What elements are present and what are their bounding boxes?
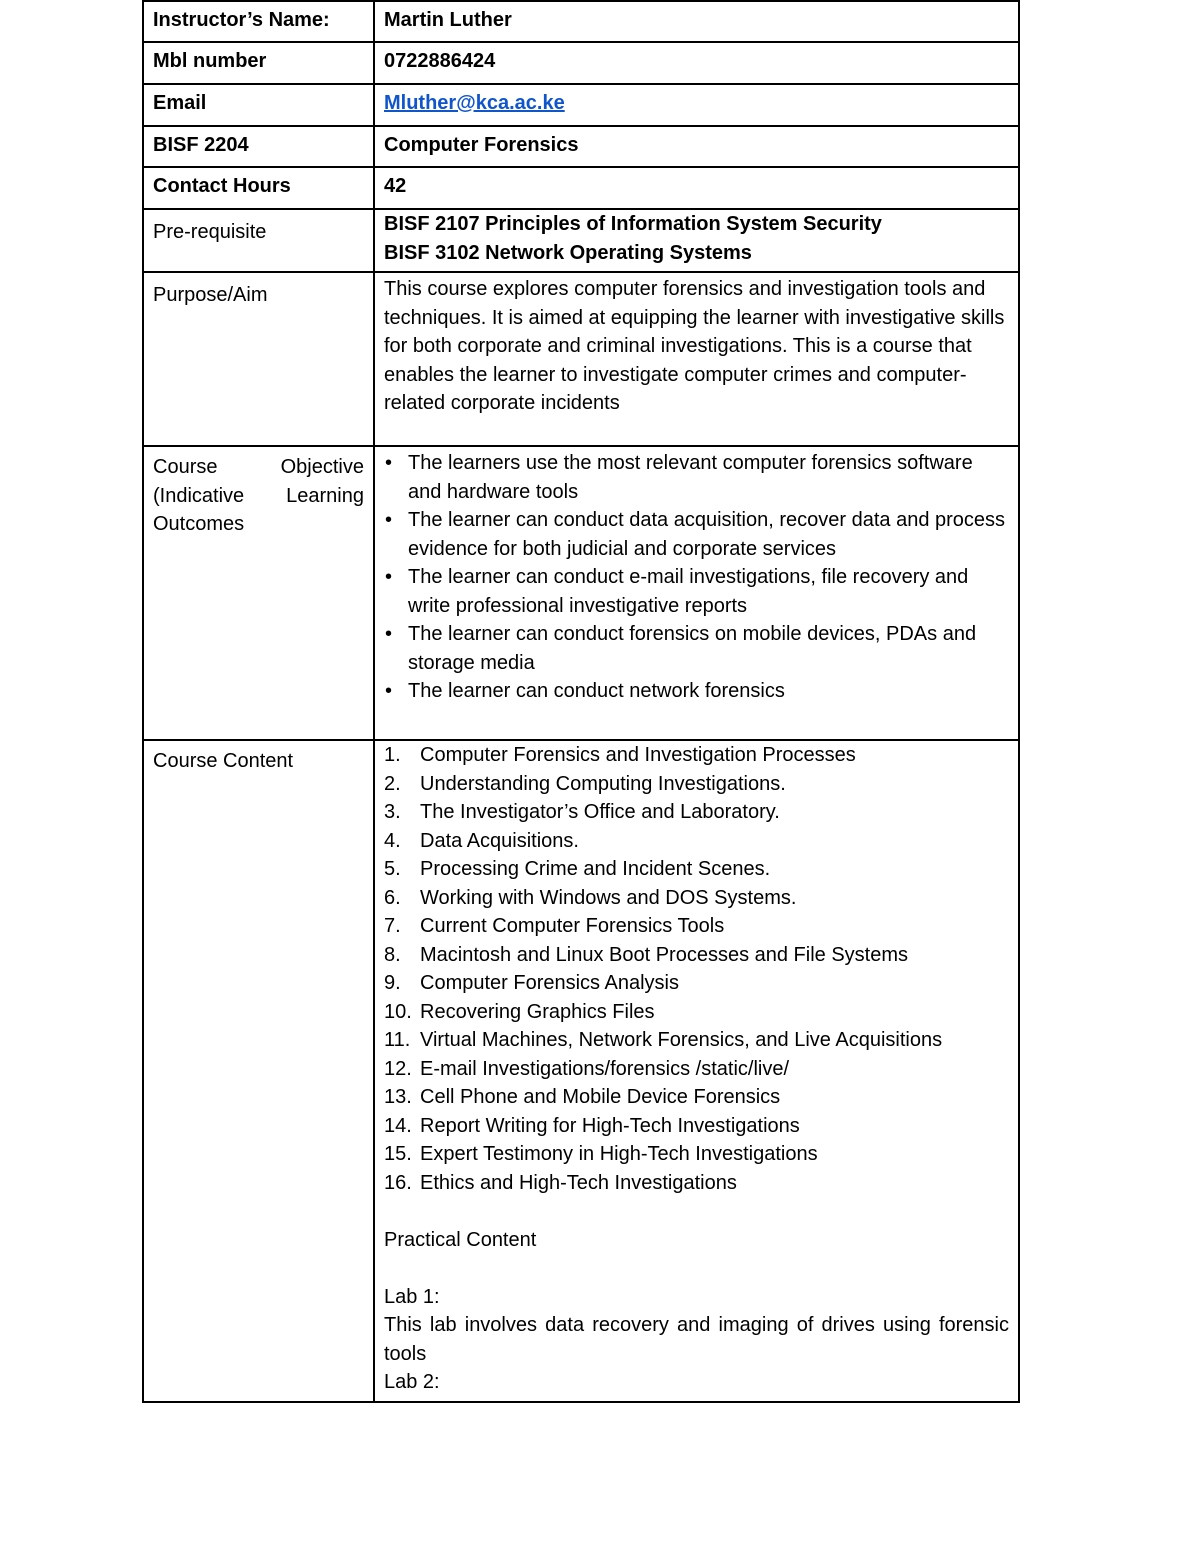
bullet-icon: •	[385, 566, 393, 588]
objectives-label-line: (Indicative Learning	[153, 484, 364, 507]
objectives-list-cell	[374, 446, 1019, 740]
table-row-purpose	[143, 272, 1019, 446]
topic-text: Ethics and High-Tech Investigations	[420, 1171, 737, 1194]
mobile-number: 0722886424	[374, 42, 1019, 84]
table-row-objectives	[143, 446, 1019, 740]
prerequisite-label: Pre-requisite	[143, 209, 374, 272]
list-item	[384, 770, 1009, 799]
list-item	[384, 969, 1009, 998]
topic-text: Computer Forensics and Investigation Processes	[420, 744, 856, 766]
purpose-text: This course explores computer forensics and investigation tools and techniques. It is aimed at equipping the learner with investigative skills for both corporate and criminal investigations. This is a course that enables the learner to investigate computer crimes and computer-related corporate incidents	[374, 272, 1019, 446]
prerequisite-item: BISF 3102 Network Operating Systems	[384, 241, 752, 264]
table-row-course	[143, 126, 1019, 167]
list-item	[384, 741, 1009, 770]
practical-content-heading: Practical Content	[384, 1228, 537, 1251]
email-label: Email	[143, 84, 374, 126]
topic-text: Working with Windows and DOS Systems.	[420, 886, 797, 909]
list-item	[384, 1169, 1009, 1198]
list-item	[384, 1112, 1009, 1141]
spacer	[384, 1197, 1009, 1226]
item-number: 8.	[384, 943, 401, 966]
course-content-cell	[374, 740, 1019, 1402]
topic-text: Expert Testimony in High-Tech Investigations	[420, 1143, 818, 1165]
spacer	[384, 1254, 1009, 1283]
course-code-label: BISF 2204	[143, 126, 374, 167]
lab-2-title: Lab 2:	[384, 1371, 440, 1393]
instructor-name: Martin Luther	[374, 1, 1019, 42]
lab-1-title: Lab 1:	[384, 1285, 440, 1308]
bullet-icon: •	[385, 680, 393, 702]
instructor-label: Instructor’s Name:	[143, 1, 374, 42]
item-number: 2.	[384, 772, 401, 795]
topic-text: Macintosh and Linux Boot Processes and File Systems	[420, 943, 909, 966]
list-item	[384, 998, 1009, 1027]
list-item	[384, 677, 1009, 706]
contact-hours-value: 42	[374, 167, 1019, 209]
list-item	[384, 1083, 1009, 1112]
item-number: 12.	[384, 1057, 412, 1080]
item-number: 13.	[384, 1086, 412, 1108]
topic-text: Recovering Graphics Files	[420, 1000, 655, 1023]
table-row-instructor	[143, 1, 1019, 42]
list-item	[384, 941, 1009, 970]
item-number: 3.	[384, 801, 401, 823]
item-number: 16.	[384, 1171, 412, 1194]
list-item	[384, 1055, 1009, 1084]
item-number: 6.	[384, 886, 401, 909]
list-item	[384, 884, 1009, 913]
objective-text: The learner can conduct e-mail investigations, file recovery and write professional investigative reports	[408, 566, 969, 617]
topic-text: Current Computer Forensics Tools	[420, 915, 725, 937]
table-row-email	[143, 84, 1019, 126]
list-item	[384, 563, 1009, 620]
table-row-contact-hours	[143, 167, 1019, 209]
email-cell	[374, 84, 1019, 126]
item-number: 11.	[384, 1029, 411, 1051]
course-content-label: Course Content	[143, 740, 374, 1402]
list-item	[384, 912, 1009, 941]
list-item	[384, 449, 1009, 506]
bullet-icon: •	[385, 623, 393, 645]
topic-text: The Investigator’s Office and Laboratory.	[420, 801, 780, 823]
topic-text: Processing Crime and Incident Scenes.	[420, 858, 771, 880]
list-item	[384, 855, 1009, 884]
item-number: 5.	[384, 858, 401, 880]
topic-text: Computer Forensics Analysis	[420, 972, 679, 994]
contact-hours-label: Contact Hours	[143, 167, 374, 209]
prerequisite-item: BISF 2107 Principles of Information System Security	[384, 213, 882, 235]
lab-1-description: This lab involves data recovery and imaging of drives using forensic tools	[384, 1314, 1009, 1365]
list-item	[384, 620, 1009, 677]
list-item	[384, 1026, 1009, 1055]
item-number: 9.	[384, 972, 401, 994]
objectives-list	[384, 449, 1009, 706]
list-item	[384, 506, 1009, 563]
item-number: 10.	[384, 1000, 412, 1023]
list-item	[384, 827, 1009, 856]
objectives-label-line: Course Objective	[153, 456, 364, 478]
objectives-label	[143, 446, 374, 740]
objective-text: The learner can conduct network forensics	[408, 680, 785, 702]
topic-text: E-mail Investigations/forensics /static/live/	[420, 1057, 790, 1080]
list-item	[384, 798, 1009, 827]
topic-text: Data Acquisitions.	[420, 829, 579, 852]
topic-text: Understanding Computing Investigations.	[420, 772, 786, 795]
item-number: 4.	[384, 829, 401, 852]
table-row-course-content	[143, 740, 1019, 1402]
list-item	[384, 1140, 1009, 1169]
topic-text: Virtual Machines, Network Forensics, and Live Acquisitions	[420, 1029, 943, 1051]
item-number: 1.	[384, 744, 401, 766]
objective-text: The learners use the most relevant computer forensics software and hardware tools	[408, 452, 973, 503]
mobile-label: Mbl number	[143, 42, 374, 84]
course-content-list	[384, 741, 1009, 1197]
item-number: 15.	[384, 1143, 412, 1165]
bullet-icon: •	[385, 452, 393, 474]
email-link[interactable]: Mluther@kca.ac.ke	[384, 92, 565, 114]
objective-text: The learner can conduct forensics on mobile devices, PDAs and storage media	[408, 623, 977, 674]
purpose-label: Purpose/Aim	[143, 272, 374, 446]
table-row-mobile	[143, 42, 1019, 84]
prerequisite-values	[374, 209, 1019, 272]
course-title: Computer Forensics	[374, 126, 1019, 167]
item-number: 14.	[384, 1114, 412, 1137]
topic-text: Report Writing for High-Tech Investigations	[420, 1114, 800, 1137]
table-row-prerequisite	[143, 209, 1019, 272]
item-number: 7.	[384, 915, 401, 937]
course-outline-table	[142, 0, 1020, 1403]
objective-text: The learner can conduct data acquisition, recover data and process evidence for both judicial and corporate services	[408, 509, 1006, 560]
bullet-icon: •	[385, 509, 393, 531]
objectives-label-line: Outcomes	[153, 513, 245, 535]
topic-text: Cell Phone and Mobile Device Forensics	[420, 1086, 781, 1108]
